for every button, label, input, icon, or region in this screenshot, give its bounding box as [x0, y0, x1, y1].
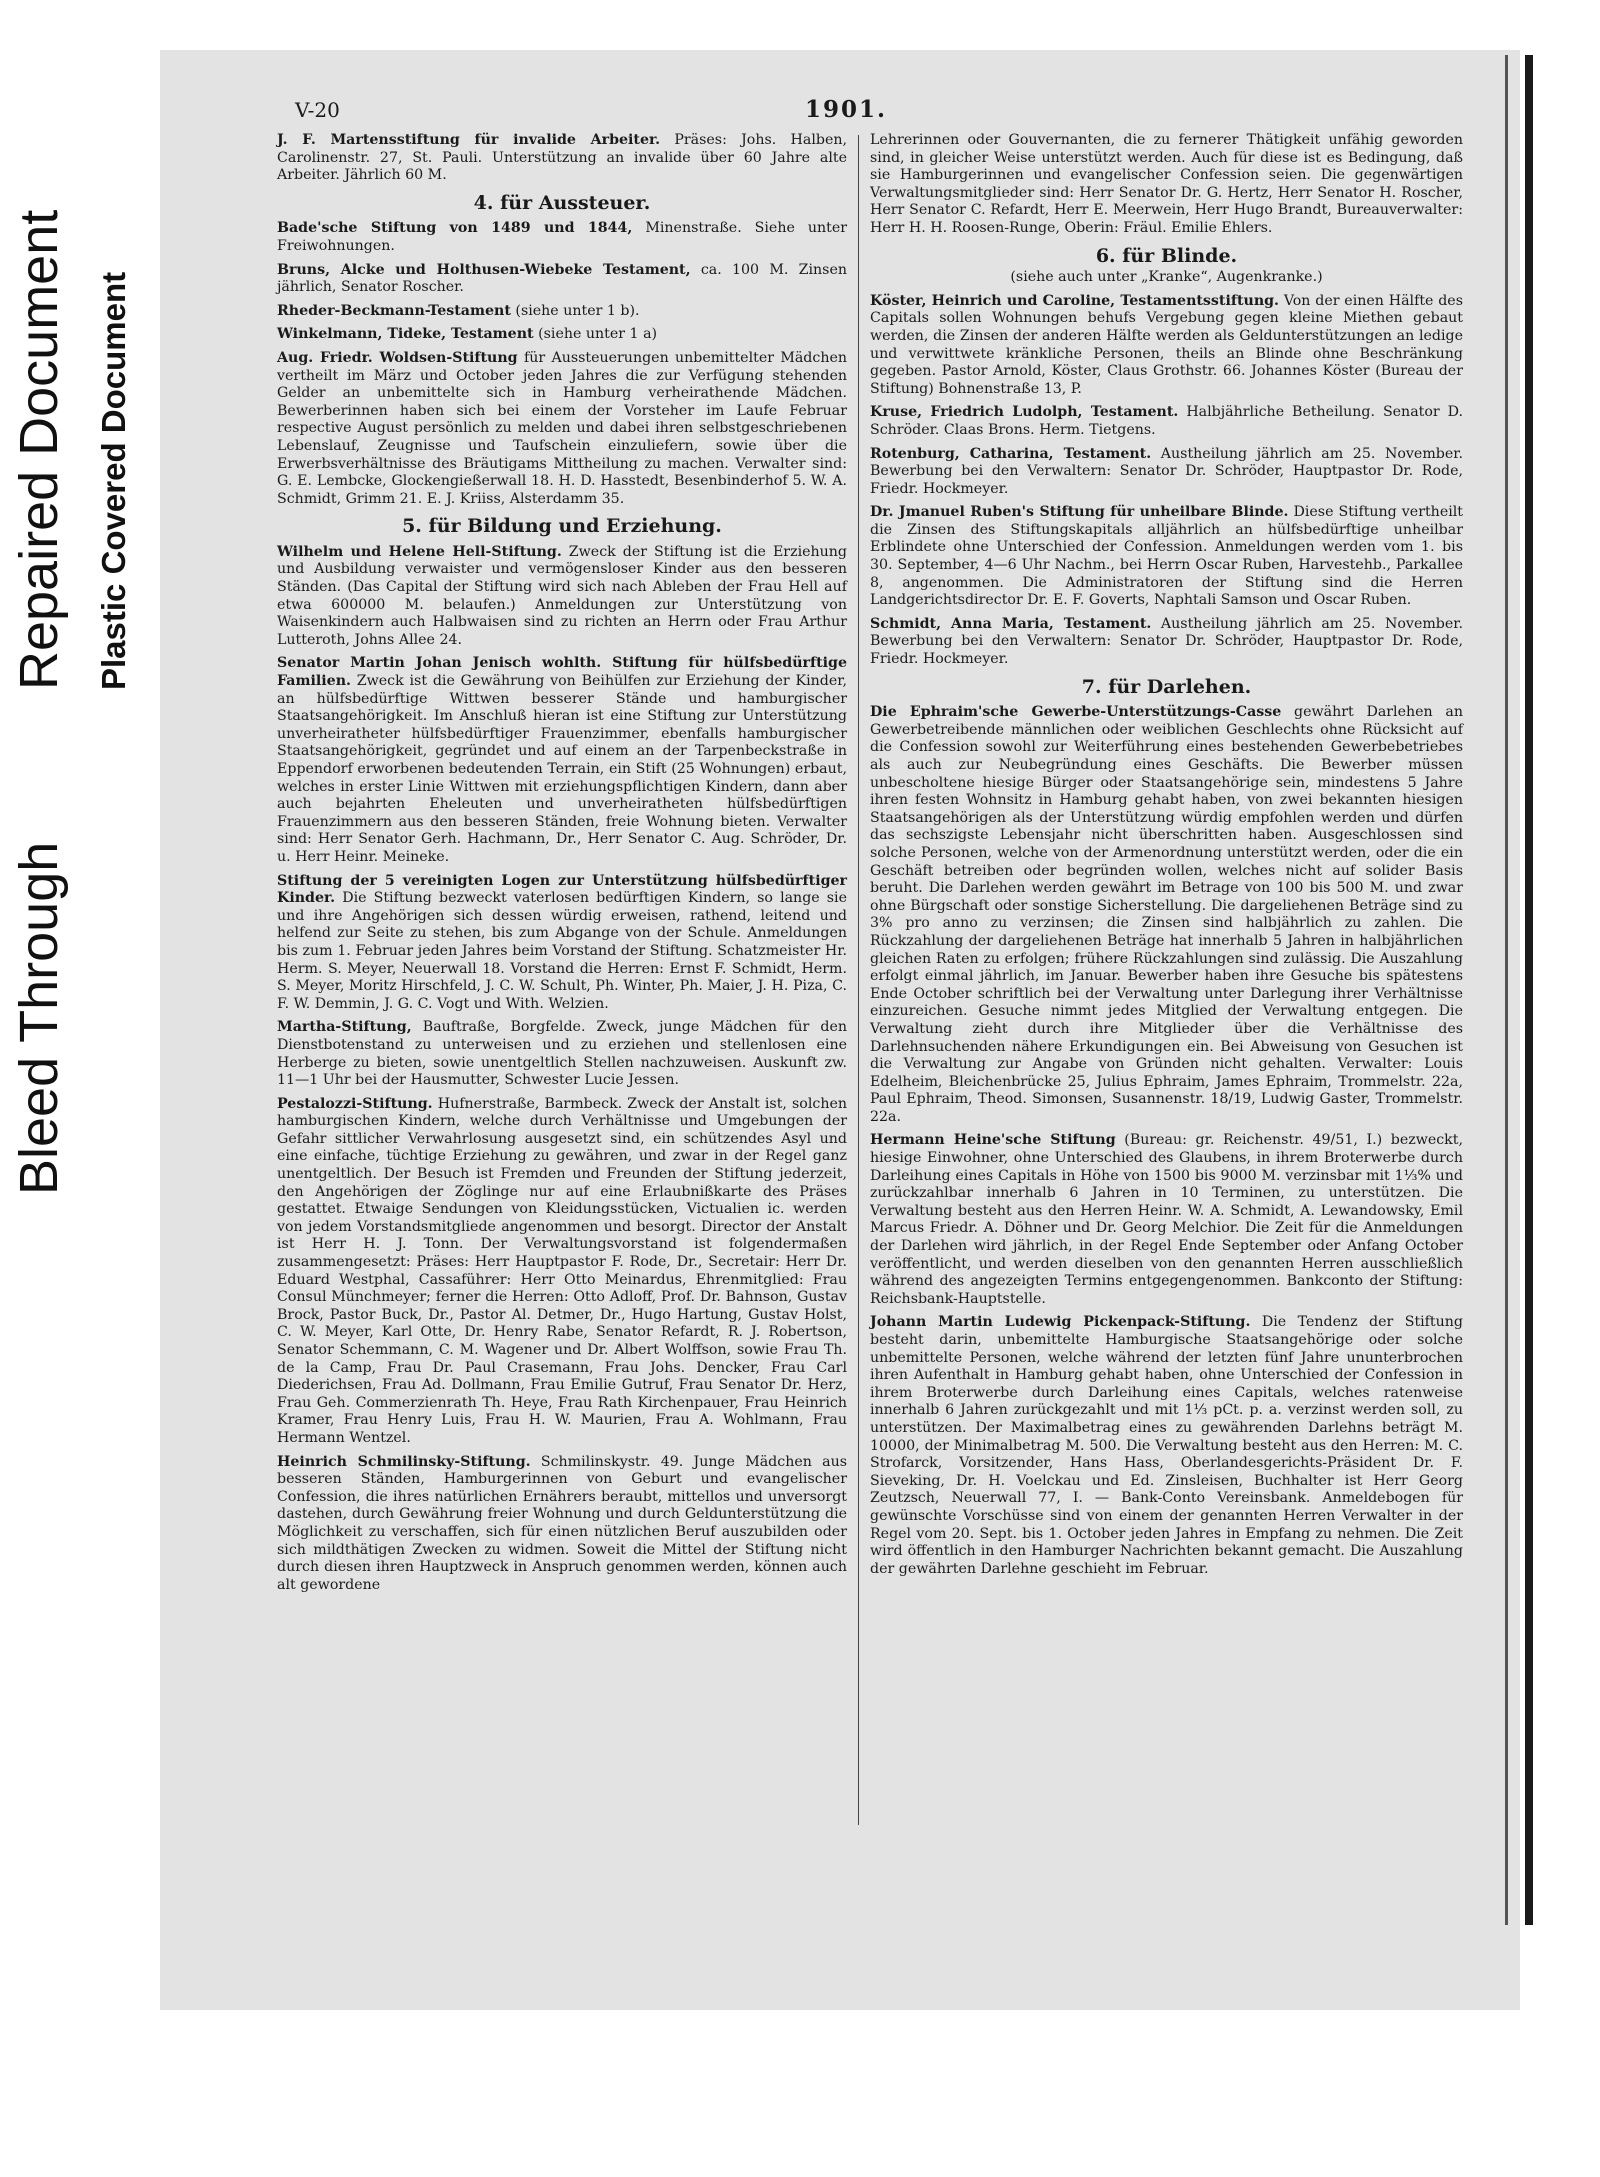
- entry-title: J. F. Martensstiftung für invalide Arbeiter.: [277, 132, 661, 148]
- foundation-entry: [277, 1454, 847, 1595]
- entry-text: Bauftraße, Borgfelde. Zweck, junge Mädchen für den Dienstbotenstand zu unterweisen und zu erziehen und stellenlosen eine Herberge zu bieten, sowie unentgeltlich Stellen nachzuweisen. Auskunft zw. 11—1 Uhr bei der Hausmutter, Schwester Lucie Jessen.: [277, 1019, 847, 1089]
- page-edge: [1525, 55, 1533, 1925]
- foundation-entry: [870, 704, 1463, 1126]
- entry-title: Martha-Stiftung,: [277, 1019, 412, 1036]
- foundation-entry: [277, 303, 847, 321]
- section-heading: 4. für Aussteuer.: [473, 191, 651, 214]
- entry-title: Hermann Heine'sche Stiftung: [870, 1132, 1116, 1149]
- section-heading: 5. für Bildung und Erziehung.: [402, 515, 722, 538]
- side-margin: [0, 0, 165, 2177]
- entry-text: Diese Stiftung vertheilt die Zinsen des Stiftungskapitals alljährlich an hülfsbedürftige unheilbar Erblindete ohne Unterschied der Confession. Anmeldungen werden vom 1. bis 30. September, 4—6 Uhr Nachm., bei Herrn Oscar Ruben, Harvestehb., Parkallee 8, angenommen. Die Administratoren der Stiftung sind die Herren Landgerichtsdirector Dr. E. F. Goverts, Naphtali Samson und Oscar Ruben.: [870, 504, 1463, 609]
- entry-title: Pestalozzi-Stiftung.: [277, 1095, 433, 1112]
- entry-text: Austheilung jährlich am 25. November. Bewerbung bei den Verwaltern: Senator Dr. Schröder, Hauptpastor Dr. Rode, Friedr. Hockmeyer.: [870, 615, 1464, 668]
- page-edge-shadow: [1505, 55, 1508, 1925]
- entry-title: Johann Martin Ludewig Pickenpack-Stiftung.: [870, 1314, 1251, 1331]
- entry-text: Von der einen Hälfte des Capitals sollen Wohnungen behufs Vergebung gegen kleine Miethen gebaut werden, die Zinsen der anderen Hälfte werden als Geldunterstützungen an ledige und verwittwete kränkliche Personen, theils an Blinde ohne Beschränkung gegeben. Pastor Arnold, Köster, Claus Grothstr. 66. Johannes Köster (Bureau der Stiftung) Bohnenstraße 13, P.: [870, 292, 1463, 397]
- right-column: [870, 132, 1463, 1584]
- entry-title: Rotenburg, Catharina, Testament.: [870, 445, 1152, 462]
- entry-text: (siehe unter 1 a): [538, 326, 658, 343]
- entry-title: Aug. Friedr. Woldsen-Stiftung: [277, 349, 518, 366]
- foundation-entry: [277, 350, 847, 508]
- foundation-entry: [870, 293, 1463, 399]
- section-note: (siehe auch unter „Kranke“, Augenkranke.): [1010, 269, 1323, 286]
- entry-text: Hufnerstraße, Barmbeck. Zweck der Anstalt ist, solchen hamburgischen Kindern, welche durch Verhältnisse und Umgebungen der Gefahr sittlicher Verwahrlosung ausgesetzt sind, ein schützendes Asyl und eine einfache, tüchtige Erziehung zu gewähren, und zwar in der Regel ganz unentgeltlich. Der Besuch ist Fremden und Freunden der Stiftung jederzeit, den Angehörigen der Zöglinge nur auf eine Erlaubnißkarte des Präses gestattet. Etwaige Sendungen von Kleidungsstücken, Victualien ic. werden von jedem Vorstandsmitgliede angenommen und besorgt. Director der Anstalt ist Herr H. J. Tonn. Der Verwaltungsvorstand ist folgendermaßen zusammengesetzt: Präses: Herr Hauptpastor F. Rode, Dr., Secretair: Herr Dr. Eduard Westphal, Cassaführer: Herr Otto Meinardus, Ehrenmitglied: Frau Consul Münchmeyer; ferner die Herren: Otto Adloff, Prof. Dr. Bahnson, Gustav Brock, Pastor Buck, Dr., Pastor Al. Detmer, Dr., Hugo Hartung, Gustav Holst, C. W. Meyer, Karl Otte, Dr. Henry Rabe, Senator Refardt, R. J. Robertson, Senator Schemmann, C. M. Wagener und Dr. Albert Wolffson, sowie Frau Th. de la Camp, Frau Dr. Paul Crasemann, Frau Johs. Dencker, Frau Carl Diederichsen, Frau Ad. Dollmann, Frau Emilie Gutruf, Frau Senator Dr. Herz, Frau Geh. Commerzienrath Th. Heye, Frau Rath Kirchenpauer, Frau Heinrich Kramer, Frau Henry Luis, Frau H. W. Maurien, Frau A. Wohlmann, Frau Hermann Wentzel.: [277, 1095, 847, 1446]
- plastic-covered-label: Plastic Covered Document: [95, 271, 132, 690]
- entry-text: gewährt Darlehen an Gewerbetreibende männlichen oder weiblichen Geschlechts ohne Rücksicht auf die Confession sowohl zur Weiterführung eines bestehenden Gewerbebetriebes als auch zur Neubegründung eines Geschäfts. Die Bewerber müssen unbescholtene hiesige Bürger oder Staatsangehörige sein, mindestens 5 Jahre ihren festen Wohnsitz in Hamburg gehabt haben, von zwei bekannten hiesigen Staatsangehörigen als der Unterstützung würdig empfohlen werden und dürfen das sechszigste Lebensjahr nicht überschritten haben. Ausgeschlossen sind solche Personen, welche von der Armenordnung unterstützt werden, oder die ein Geschäft betreiben oder begründen wollen, welches nicht auf solider Basis beruht. Die Darlehen werden gewährt im Betrage von 100 bis 500 M. und zwar ohne Bürgschaft oder sonstige Sicherstellung. Die dargeliehenen Beträge sind zu 3% pro anno zu verzinsen; die Zinsen sind halbjährlich zu zahlen. Die Rückzahlung der dargeliehenen Beträge hat innerhalb 5 Jahren in halbjährlichen gleichen Raten zu erfolgen; frühere Rückzahlungen sind zulässig. Die Auszahlung erfolgt einmal jährlich, im Januar. Bewerber haben ihre Gesuche bis spätestens Ende October schriftlich bei der Verwaltung unter Darlegung ihrer Verhältnisse einzureichen. Gesuche nimmt jedes Mitglied der Verwaltung entgegen. Die Verwaltung zieht durch ihre Mitglieder über die Verhältnisse des Darlehnsuchenden nähere Erkundigungen ein. Bei Abweisung von Gesuchen ist die Verwaltung zur Angabe von Gründen nicht gehalten. Verwalter: Louis Edelheim, Bleichenbrücke 25, Julius Ephraim, James Ephraim, Trommelstr. 22a, Paul Ephraim, Theod. Simonsen, Susannenstr. 18/19, Ludwig Gaster, Trommelstr. 22a.: [870, 704, 1463, 1125]
- entry-title: Senator Martin Johan Jenisch wohlth. Stiftung für hülfsbedürftige Familien.: [277, 655, 847, 690]
- entry-title: Winkelmann, Tideke, Testament: [277, 326, 534, 343]
- entry-text: Präses: Johs. Halben, Carolinenstr. 27, St. Pauli. Unterstützung an invalide über 60 Jahre alte Arbeiter. Jährlich 60 M.: [277, 132, 847, 184]
- entry-text: Lehrerinnen oder Gouvernanten, die zu fernerer Thätigkeit unfähig geworden sind, in gleicher Weise unterstützt werden. Auch für diese ist es Bedingung, daß sie Hamburgerinnen und evangelischer Confession seien. Die gegenwärtigen Verwaltungsmitglieder sind: Herr Senator Dr. G. Hertz, Herr Senator H. Roscher, Herr Senator C. Refardt, Herr E. Meerwein, Herr Hugo Brandt, Bureauverwalter: Herr H. H. Roosen-Runge, Oberin: Fräul. Emilie Ehlers.: [870, 132, 1463, 236]
- foundation-entry: [277, 873, 847, 1014]
- entry-text: (Bureau: gr. Reichenstr. 49/51, I.) bezweckt, hiesige Einwohner, ohne Unterschied des Glaubens, in ihrem Broterwerbe durch Darleihung eines Capitals in Höhe von 1500 bis 9000 M. verzinsbar mit 1⅓% und zurückzahlbar innerhalb 6 Jahren in 10 Terminen, zu unterstützen. Die Verwaltung besteht aus den Herren Heinr. W. A. Schmidt, A. Lewandowsky, Emil Marcus Friedr. A. Döhner und Dr. Georg Melchior. Die Zeit für die Anmeldungen der Darlehen wird jährlich, in der Regel Ende September oder Anfang October veröffentlicht, und werden dieselben von den genannten Herren ausschließlich während des angezeigten Termins entgegengenommen. Bankconto der Stiftung: Reichsbank-Hauptstelle.: [870, 1132, 1463, 1307]
- entry-text: für Aussteuerungen unbemittelter Mädchen vertheilt im März und October jeden Jahres die zur Verfügung stehenden Gelder an unbemittelte sich in Hamburg verheirathende Mädchen. Bewerberinnen haben sich bei einem der Vorsteher im Laufe Februar respective August persönlich zu melden und dabei ihren selbstgeschriebenen Lebenslauf, Zeugnisse und Taufschein einzuliefern, sowie über die Erwerbsverhältnisse des Bräutigams Mittheilung zu machen. Verwalter sind: G. E. Lembcke, Glockengießerwall 18. H. D. Hasstedt, Besenbinderhof 5. W. A. Schmidt, Grimm 21. E. J. Kriiss, Alsterdamm 35.: [277, 349, 848, 507]
- entry-text: ca. 100 M. Zinsen jährlich, Senator Roscher.: [277, 261, 847, 296]
- foundation-entry: [870, 132, 1463, 238]
- foundation-entry: [277, 220, 847, 255]
- entry-text: Die Tendenz der Stiftung besteht darin, unbemittelte Hamburgische Staatsangehörige oder solche unbemittelte Personen, welche während der letzten fünf Jahre ununterbrochen ihren Aufenthalt in Hamburg gehabt haben, ohne Unterschied der Confession in ihrem Broterwerbe durch Darleihung eines Capitals, welches ratenweise innerhalb 6 Jahren zurückgezahlt und mit 1⅓ pCt. p. a. verzinst werden soll, zu unterstützen. Der Maximalbetrag eines zu gewährenden Darlehns beträgt M. 10000, der Minimalbetrag M. 500. Die Verwaltung besteht aus den Herren: M. C. Strofarck, Vorsitzender, Hans Hass, Oberlandesgerichts-Präsident Dr. F. Sieveking, Dr. H. Voelckau und Ed. Zinsleisen, Buchhalter ist Herr Georg Zeutzsch, Neuerwall 77, I. — Bank-Conto Vereinsbank. Anmeldebogen für gewünschte Vorschüsse sind von einem der genannten Herren Verwalter in der Regel vom 20. Sept. bis 1. October jeden Jahres in Empfang zu nehmen. Die Zeit wird öffentlich in den Hamburger Nachrichten bekannt gemacht. Die Auszahlung der gewährten Darlehne geschieht im Februar.: [870, 1314, 1463, 1577]
- page-number: V-20: [295, 98, 340, 122]
- entry-title: Dr. Jmanuel Ruben's Stiftung für unheilbare Blinde.: [870, 504, 1289, 521]
- entry-title: Bade'sche Stiftung von 1489 und 1844,: [277, 220, 633, 237]
- foundation-entry: [277, 326, 847, 344]
- entry-text: Austheilung jährlich am 25. November. Bewerbung bei den Verwaltern: Senator Dr. Schröder, Hauptpastor Dr. Rode, Friedr. Hockmeyer.: [870, 445, 1463, 497]
- entry-title: Schmidt, Anna Maria, Testament.: [870, 615, 1152, 632]
- entry-text: (siehe unter 1 b).: [515, 302, 640, 319]
- foundation-entry: [277, 1096, 847, 1448]
- foundation-entry: [870, 1132, 1463, 1308]
- foundation-entry: [277, 544, 847, 650]
- entry-title: Rheder-Beckmann-Testament: [277, 302, 511, 319]
- column-divider: [858, 135, 859, 1825]
- foundation-entry: [277, 655, 847, 866]
- foundation-entry: [870, 404, 1463, 439]
- entry-title: Wilhelm und Helene Hell-Stiftung.: [277, 543, 562, 560]
- foundation-entry: [277, 132, 847, 185]
- entry-title: Stiftung der 5 vereinigten Logen zur Unterstützung hülfsbedürftiger Kinder.: [277, 872, 847, 907]
- foundation-entry: [870, 616, 1463, 669]
- bleed-through-label: Bleed Through: [9, 841, 69, 1195]
- entry-title: Bruns, Alcke und Holthusen-Wiebeke Testament,: [277, 261, 691, 278]
- left-column: [277, 132, 847, 1600]
- entry-title: Köster, Heinrich und Caroline, Testamentsstiftung.: [870, 292, 1279, 309]
- foundation-entry: [870, 1314, 1463, 1578]
- section-heading: 6. für Blinde.: [1095, 244, 1238, 267]
- foundation-entry: [277, 1019, 847, 1089]
- entry-title: Kruse, Friedrich Ludolph, Testament.: [870, 404, 1179, 421]
- entry-text: Halbjährliche Betheilung. Senator D. Schröder. Claas Brons. Herm. Tietgens.: [870, 404, 1463, 438]
- foundation-entry: [277, 262, 847, 297]
- foundation-entry: [870, 504, 1463, 610]
- entry-text: Zweck ist die Gewährung von Beihülfen zur Erziehung der Kinder, an hülfsbedürftige Wittwen besserer Stände und hamburgischer Staatsangehörigkeit. Im Anschluß hieran ist eine Stiftung zur Unterstützung unverheiratheter hülfsbedürftiger Frauenzimmer, ebenfalls hamburgischer Staatsangehörigkeit, gegründet und auf einem an der Tarpenbeckstraße in Eppendorf erworbenen bedeutenden Terrain, ein Stift (25 Wohnungen) erbaut, welches in erster Linie Wittwen mit erziehungspflichtigen Kindern, dann aber auch bejahrten Eheleuten und unverheiratheten hülfsbedürftigen Frauenzimmern aus den besseren Ständen, freie Wohnung bieten. Verwalter sind: Herr Senator Gerh. Hachmann, Dr., Herr Senator C. Aug. Schröder, Dr. u. Herr Heinr. Meineke.: [277, 673, 847, 865]
- foundation-entry: [870, 446, 1463, 499]
- entry-text: Minenstraße. Siehe unter Freiwohnungen.: [277, 220, 847, 254]
- page-year: 1901.: [805, 96, 888, 123]
- entry-title: Die Ephraim'sche Gewerbe-Unterstützungs-Casse: [870, 704, 1282, 721]
- entry-text: Zweck der Stiftung ist die Erziehung und Ausbildung verwaister und vermögensloser Kinder aus den besseren Ständen. (Das Capital der Stiftung wird sich nach Ableben der Frau Hell auf etwa 600000 M. belaufen.) Anmeldungen zur Unterstützung von Waisenkindern auch Halbwaisen sind zu richten an Herrn oder Frau Arthur Lutteroth, Johns Allee 24.: [277, 543, 847, 648]
- entry-title: Heinrich Schmilinsky-Stiftung.: [277, 1453, 531, 1470]
- section-heading: 7. für Darlehen.: [1081, 675, 1252, 698]
- repaired-document-label: Repaired Document: [9, 209, 69, 690]
- page-header: [295, 98, 1515, 130]
- entry-text: Die Stiftung bezweckt vaterlosen bedürftigen Kindern, so lange sie und ihre Angehörigen sich dessen würdig erweisen, rathend, leitend und helfend zur Seite zu stehen, bis zum Abgange von der Schule. Anmeldungen bis zum 1. Februar jeden Jahres beim Vorstand der Stiftung. Schatzmeister Hr. Herm. S. Meyer, Neuerwall 18. Vorstand die Herren: Ernst F. Schmidt, Herm. S. Meyer, Moritz Hirschfeld, J. C. W. Schult, Ph. Winter, Ph. Maier, J. H. Piza, C. F. W. Demmin, J. G. C. Vogt und With. Welzien.: [277, 890, 847, 1012]
- entry-text: Schmilinskystr. 49. Junge Mädchen aus besseren Ständen, Hamburgerinnen von Geburt und evangelischer Confession, die ihres natürlichen Ernährers beraubt, mittellos und unversorgt dastehen, durch Gewährung freier Wohnung und durch Geldunterstützung die Möglichkeit zu verschaffen, sich für einen nützlichen Beruf auszubilden oder sich mildthätigen Zwecken zu widmen. Soweit die Mittel der Stiftung nicht durch diesen ihren Hauptzweck in Anspruch genommen werden, können auch alt gewordene: [277, 1453, 848, 1593]
